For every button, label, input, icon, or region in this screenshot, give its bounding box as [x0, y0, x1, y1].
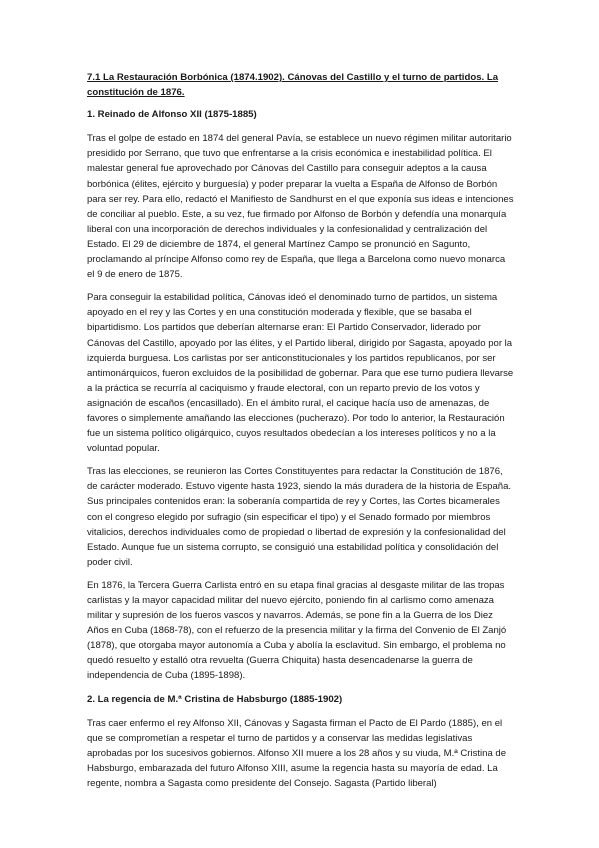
- paragraph: Tras el golpe de estado en 1874 del general Pavía, se establece un nuevo régimen militar autoritario presidido por Serrano, que tuvo que enfrentarse a la crisis económica e inestabilidad política. El malestar general fue aprovechado por Cánovas del Castillo para conseguir adeptos a la causa borbónica (élites, ejército y burguesía) y poder preparar la vuelta a España de Alfonso de Borbón para ser rey. Para ello, redactó el Manifiesto de Sandhurst en el que exponía sus ideas e intenciones de conciliar al pueblo. Este, a su vez, fue firmado por Alfonso de Borbón y defendía una monarquía liberal con una incorporación de derechos individuales y la confesionalidad y centralización del Estado. El 29 de diciembre de 1874, el general Martínez Campo se pronunció en Sagunto, proclamando al príncipe Alfonso como rey de España, que llega a Barcelona como nuevo monarca el 9 de enero de 1875.: [87, 133, 514, 281]
- paragraph: Tras las elecciones, se reunieron las Cortes Constituyentes para redactar la Constitución de 1876, de carácter moderado. Estuvo vigente hasta 1923, siendo la más duradera de la historia de España. Sus principales contenidos eran: la soberanía compartida de rey y Cortes, las Cortes bicamerales con el congreso elegido por sufragio (sin especificar el tipo) y el Senado formado por miembros vitalicios, derechos individuales como de propiedad o libertad de expresión y la confesionalidad del Estado. Aunque fue un sistema corrupto, se consiguió una estabilidad política y consolidación del poder civil.: [87, 466, 512, 568]
- paragraph: En 1876, la Tercera Guerra Carlista entró en su etapa final gracias al desgaste militar de las tropas carlistas y la mayor capacidad militar del nuevo ejército, poniendo fin al carlismo como amenaza militar y supresión de los fueros vascos y navarros. Además, se pone fin a la Guerra de los Diez Años en Cuba (1868-78), con el refuerzo de la presencia militar y la firma del Convenio de El Zanjó (1878), que otorgaba mayor autonomía a Cuba y abolía la esclavitud. Sin embargo, el problema no quedó resuelto y estalló otra revuelta (Guerra Chiquita) hasta desencadenarse la guerra de independencia de Cuba (1895-1898).: [87, 579, 507, 682]
- section-heading-reinado: 1. Reinado de Alfonso XII (1875-1885): [87, 109, 257, 121]
- page-title: 7.1 La Restauración Borbónica (1874.1902). Cánovas del Castillo y el turno de partidos. La constitución de 1876.: [87, 72, 499, 99]
- section-heading-regencia: 2. La regencia de M.ª Cristina de Habsburgo (1885-1902): [87, 693, 343, 705]
- document-body: [87, 70, 515, 791]
- paragraph: Para conseguir la estabilidad política, Cánovas ideó el denominado turno de partidos, un sistema apoyado en el rey y las Cortes y en una constitución moderada y flexible, que se basaba el bipartidismo. Los partidos que deberían alternarse eran: El Partido Conservador, liderado por Cánovas del Castillo, apoyado por las élites, y el Partido liberal, dirigido por Sagasta, apoyado por la izquierda burguesa. Los carlistas por ser anticonstitucionales y los partidos republicanos, por ser antimonárquicos, fueron excluidos de la posibilidad de gobernar. Para que ese turno pudiera llevarse a la práctica se recurría al caciquismo y fraude electoral, con un reparto previo de los votos y asignación de escaños (encasillado). En el ámbito rural, el cacique hacía uso de amenazas, de favores o simplemente amañando las elecciones (pucherazo). Por todo lo anterior, la Restauración fue un sistema político oligárquico, cuyos resultados obedecían a los intereses políticos y no a la voluntad popular.: [87, 292, 514, 455]
- paragraph: Tras caer enfermo el rey Alfonso XII, Cánovas y Sagasta firman el Pacto de El Pardo (1885), en el que se comprometían a respetar el turno de partidos y a conservar las medidas legislativas aprobadas por los sucesivos gobiernos. Alfonso XII muere a los 28 años y su viuda, M.ª Cristina de Habsburgo, embarazada del futuro Alfonso XIII, asume la regencia hasta su mayoría de edad. La regente, nombra a Sagasta como presidente del Consejo. Sagasta (Partido liberal): [87, 717, 507, 790]
